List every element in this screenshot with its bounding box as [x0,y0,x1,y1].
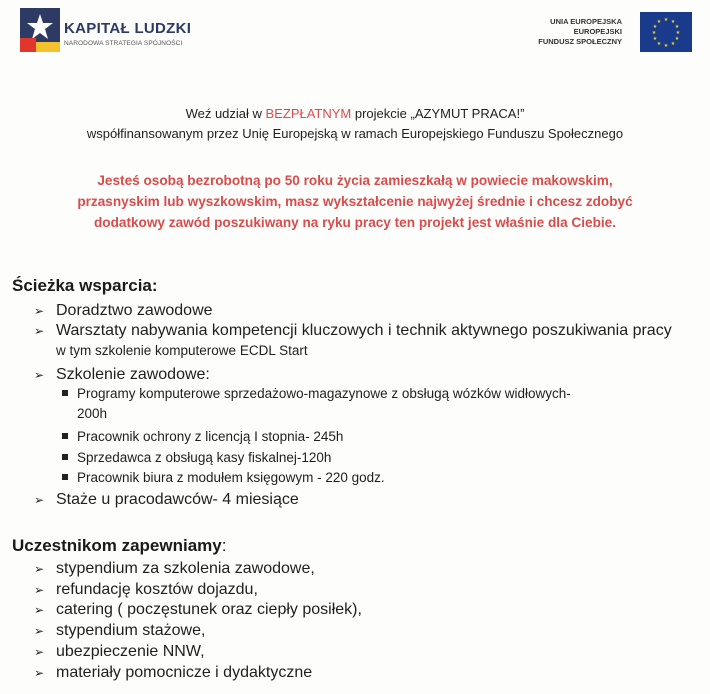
benefits-heading-colon: : [221,536,227,555]
square-bullet-icon [62,433,68,439]
sub-list-item [62,429,343,444]
arrow-bullet-icon: ➢ [34,324,45,338]
sub-list-item-text: Pracownik biura z modułem księgowym - 220 godz. [77,470,385,485]
svg-text:★: ★ [675,30,681,36]
list-item-text: materiały pomocnicze i dydaktyczne [56,664,313,681]
intro-line-2: współfinansowanym przez Unię Europejską w ramach Europejskiego Funduszu Społecznego [86,126,624,141]
arrow-bullet-icon: ➢ [34,666,45,680]
support-path-heading: Ścieżka wsparcia: [12,276,158,295]
list-item [34,581,258,599]
svg-text:★: ★ [656,19,662,25]
eu-caption-line: FUNDUSZ SPOŁECZNY [538,37,622,46]
svg-text:★: ★ [652,24,658,30]
svg-text:★: ★ [674,36,680,42]
svg-text:★: ★ [651,30,657,36]
page-header [0,0,710,70]
sub-list-item [62,450,331,465]
sub-list-item-text: Programy komputerowe sprzedażowo-magazynowe z obsługą wózków widłowych- [77,386,571,401]
list-item-text: Szkolenie zawodowe: [56,366,210,383]
callout-line: dodatkowy zawód poszukiwany na ryku pracy ten projekt jest właśnie dla Ciebie. [94,215,616,230]
project-intro [0,104,710,144]
list-item [34,601,362,619]
svg-text:★: ★ [670,41,676,47]
arrow-bullet-icon: ➢ [34,562,45,576]
intro-line-1 [0,104,710,124]
callout-line: Jesteś osobą bezrobotną po 50 roku życia zamieszkałą w powiecie makowskim, [97,173,613,188]
list-item-text: stypendium za szkolenia zawodowe, [56,560,315,577]
arrow-bullet-icon: ➢ [34,493,45,507]
arrow-bullet-icon: ➢ [34,624,45,638]
benefits-heading [12,536,226,556]
svg-text:★: ★ [674,24,680,30]
sub-list-item [62,470,385,485]
arrow-bullet-icon: ➢ [34,368,45,382]
list-item [34,491,299,509]
list-item [34,560,315,578]
square-bullet-icon [62,454,68,460]
square-bullet-icon [62,474,68,480]
list-item [34,366,210,384]
list-item [34,322,672,340]
sub-list-item-text: Pracownik ochrony z licencją I stopnia- 245h [77,429,344,444]
eu-caption-line: UNIA EUROPEJSKA [550,17,622,26]
callout-line: przasnyskim lub wyszkowskim, masz wykształcenie najwyżej średnie i chcesz zdobyć [77,194,633,209]
arrow-bullet-icon: ➢ [34,603,45,617]
list-item-text: Doradztwo zawodowe [56,302,213,319]
list-item-text: Staże u pracodawców- 4 miesiące [56,491,299,508]
kapital-ludzki-subtitle: NARODOWA STRATEGIA SPÓJNOŚCI [64,40,183,47]
target-group-callout [10,170,700,233]
list-item-text: ubezpieczenie NNW, [56,643,205,660]
kapital-ludzki-title: KAPITAŁ LUDZKI [64,20,192,37]
arrow-bullet-icon: ➢ [34,583,45,597]
intro-post: projekcie „AZYMUT PRACA!” [351,106,525,121]
benefits-heading-text: Uczestnikom zapewniamy [12,536,222,555]
eu-caption-line: EUROPEJSKI [573,27,622,36]
free-highlight: BEZPŁATNYM [265,106,352,121]
list-item [34,302,213,320]
list-item [34,622,205,640]
list-item-text: catering ( poczęstunek oraz ciepły posiłek), [56,601,362,618]
sub-list-item [62,386,571,401]
svg-text:★: ★ [656,41,662,47]
list-item-continuation: w tym szkolenie komputerowe ECDL Start [56,343,308,358]
eu-caption [538,17,622,47]
list-item [34,664,312,682]
svg-text:★: ★ [663,43,669,49]
svg-text:★: ★ [663,17,669,23]
eu-flag-icon [640,12,692,52]
list-item [34,643,205,661]
list-item-text: Warsztaty nabywania kompetencji kluczowych i technik aktywnego poszukiwania pracy [56,322,672,339]
svg-text:★: ★ [670,19,676,25]
intro-pre: Weź udział w [185,106,266,121]
arrow-bullet-icon: ➢ [34,304,45,318]
list-item-text: stypendium stażowe, [56,622,206,639]
sub-list-item-text: Sprzedawca z obsługą kasy fiskalnej-120h [77,450,332,465]
square-bullet-icon [62,390,68,396]
arrow-bullet-icon: ➢ [34,645,45,659]
sub-list-item-continuation: 200h [77,406,108,421]
list-item-text: refundację kosztów dojazdu, [56,581,258,598]
svg-text:★: ★ [652,36,658,42]
kapital-ludzki-logo [20,8,60,52]
